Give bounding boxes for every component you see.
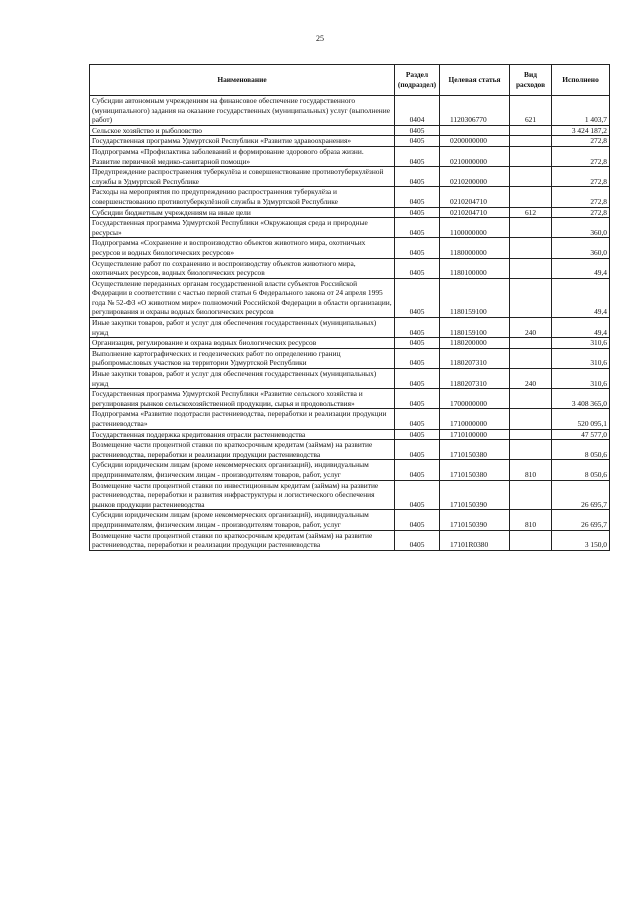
expenditure-table bbox=[89, 64, 610, 551]
cell-section: 0405 bbox=[395, 318, 440, 338]
cell-section: 0405 bbox=[395, 530, 440, 550]
cell-name: Подпрограмма «Развитие подотрасли растениеводства, переработки и реализации продукции растениеводства» bbox=[90, 409, 395, 429]
cell-section: 0405 bbox=[395, 409, 440, 429]
cell-name: Субсидии бюджетным учреждениям на иные цели bbox=[90, 207, 395, 218]
cell-amount: 272,8 bbox=[552, 146, 610, 166]
cell-amount: 49,4 bbox=[552, 318, 610, 338]
cell-type: 240 bbox=[510, 318, 552, 338]
cell-type bbox=[510, 348, 552, 368]
cell-type bbox=[510, 530, 552, 550]
cell-section: 0404 bbox=[395, 96, 440, 126]
table-row bbox=[90, 187, 610, 207]
cell-article: 1180159100 bbox=[440, 318, 510, 338]
cell-name: Расходы на мероприятия по предупреждению распространения туберкулёза и совершенствованию противотуберкулёзной службы в Удмуртской Республике bbox=[90, 187, 395, 207]
header-article: Целевая статья bbox=[440, 65, 510, 96]
cell-amount: 8 050,6 bbox=[552, 460, 610, 480]
cell-name: Возмещение части процентной ставки по инвестиционным кредитам (займам) на развитие растениеводства, переработки и развития инфраструктуры и логистического обеспечения рынков продукции растениеводства bbox=[90, 480, 395, 510]
cell-section: 0405 bbox=[395, 338, 440, 349]
cell-name: Государственная программа Удмуртской Республики «Окружающая среда и природные ресурсы» bbox=[90, 218, 395, 238]
cell-name: Осуществление работ по сохранению и воспроизводству объектов животного мира, охотничьих ресурсов, водных биологических ресурсов bbox=[90, 258, 395, 278]
cell-amount: 49,4 bbox=[552, 278, 610, 317]
cell-article: 1700000000 bbox=[440, 389, 510, 409]
cell-article: 1710150380 bbox=[440, 460, 510, 480]
cell-type bbox=[510, 167, 552, 187]
cell-section: 0405 bbox=[395, 429, 440, 440]
table-row bbox=[90, 510, 610, 530]
table-row bbox=[90, 530, 610, 550]
cell-article: 0200000000 bbox=[440, 136, 510, 147]
cell-amount: 310,6 bbox=[552, 369, 610, 389]
header-type: Вид расходов bbox=[510, 65, 552, 96]
cell-name: Возмещение части процентной ставки по краткосрочным кредитам (займам) на развитие растениеводства, переработки и реализации продукции растениеводства bbox=[90, 440, 395, 460]
cell-section: 0405 bbox=[395, 440, 440, 460]
cell-article: 1100000000 bbox=[440, 218, 510, 238]
table-row bbox=[90, 480, 610, 510]
cell-section: 0405 bbox=[395, 510, 440, 530]
cell-amount: 272,8 bbox=[552, 187, 610, 207]
cell-type: 810 bbox=[510, 510, 552, 530]
cell-section: 0405 bbox=[395, 187, 440, 207]
cell-article: 1710000000 bbox=[440, 409, 510, 429]
cell-name: Государственная программа Удмуртской Республики «Развитие здравоохранения» bbox=[90, 136, 395, 147]
cell-name: Подпрограмма «Профилактика заболеваний и формирование здорового образа жизни. Развитие первичной медико-санитарной помощи» bbox=[90, 146, 395, 166]
cell-article: 0210000000 bbox=[440, 146, 510, 166]
cell-name: Возмещение части процентной ставки по краткосрочным кредитам (займам) на развитие растениеводства, переработки и реализации продукции растениеводства bbox=[90, 530, 395, 550]
table-row bbox=[90, 258, 610, 278]
cell-type bbox=[510, 218, 552, 238]
cell-article bbox=[440, 125, 510, 136]
cell-article: 1120306770 bbox=[440, 96, 510, 126]
cell-section: 0405 bbox=[395, 207, 440, 218]
cell-name: Субсидии юридическим лицам (кроме некоммерческих организаций), индивидуальным предпринимателям, физическим лицам - производителям товаров, работ, услуг bbox=[90, 510, 395, 530]
cell-type bbox=[510, 187, 552, 207]
cell-amount: 1 403,7 bbox=[552, 96, 610, 126]
table-row bbox=[90, 389, 610, 409]
cell-section: 0405 bbox=[395, 348, 440, 368]
cell-article: 1180207310 bbox=[440, 369, 510, 389]
cell-section: 0405 bbox=[395, 167, 440, 187]
cell-type bbox=[510, 136, 552, 147]
cell-amount: 26 695,7 bbox=[552, 480, 610, 510]
table-row bbox=[90, 409, 610, 429]
table-row bbox=[90, 238, 610, 258]
cell-type: 810 bbox=[510, 460, 552, 480]
cell-amount: 3 408 365,0 bbox=[552, 389, 610, 409]
cell-type bbox=[510, 258, 552, 278]
table-row bbox=[90, 136, 610, 147]
cell-section: 0405 bbox=[395, 389, 440, 409]
cell-article: 0210204710 bbox=[440, 187, 510, 207]
table-row bbox=[90, 96, 610, 126]
cell-amount: 360,0 bbox=[552, 218, 610, 238]
cell-type bbox=[510, 146, 552, 166]
table-row bbox=[90, 207, 610, 218]
cell-name: Субсидии автономным учреждениям на финансовое обеспечение государственного (муниципального) задания на оказание государственных (муниципальных) услуг (выполнение работ) bbox=[90, 96, 395, 126]
cell-article: 1180100000 bbox=[440, 258, 510, 278]
cell-amount: 47 577,0 bbox=[552, 429, 610, 440]
cell-section: 0405 bbox=[395, 460, 440, 480]
table-row bbox=[90, 440, 610, 460]
cell-name: Иные закупки товаров, работ и услуг для обеспечения государственных (муниципальных) нужд bbox=[90, 369, 395, 389]
cell-article: 1710100000 bbox=[440, 429, 510, 440]
table-row bbox=[90, 167, 610, 187]
header-name: Наименование bbox=[90, 65, 395, 96]
cell-section: 0405 bbox=[395, 218, 440, 238]
table-row bbox=[90, 348, 610, 368]
table-row bbox=[90, 338, 610, 349]
cell-type bbox=[510, 125, 552, 136]
cell-type bbox=[510, 338, 552, 349]
cell-article: 1180159100 bbox=[440, 278, 510, 317]
cell-amount: 360,0 bbox=[552, 238, 610, 258]
cell-type bbox=[510, 238, 552, 258]
cell-type: 612 bbox=[510, 207, 552, 218]
cell-name: Сельское хозяйство и рыболовство bbox=[90, 125, 395, 136]
table-body bbox=[90, 96, 610, 551]
table-row bbox=[90, 460, 610, 480]
cell-type bbox=[510, 429, 552, 440]
table-row bbox=[90, 146, 610, 166]
cell-article: 1710150390 bbox=[440, 510, 510, 530]
table-row bbox=[90, 318, 610, 338]
cell-name: Организация, регулирование и охрана водных биологических ресурсов bbox=[90, 338, 395, 349]
cell-amount: 3 424 187,2 bbox=[552, 125, 610, 136]
cell-section: 0405 bbox=[395, 136, 440, 147]
cell-amount: 520 095,1 bbox=[552, 409, 610, 429]
cell-section: 0405 bbox=[395, 125, 440, 136]
cell-section: 0405 bbox=[395, 278, 440, 317]
table-row bbox=[90, 278, 610, 317]
cell-amount: 49,4 bbox=[552, 258, 610, 278]
cell-name: Осуществление переданных органам государственной власти субъектов Российской Федерации в соответствии с частью первой статьи 6 Федерального закона от 24 апреля 1995 года № 52-ФЗ «О животном мире» полномочий Российской Федерации в области организации, регулирования и охраны водных биологических ресурсов bbox=[90, 278, 395, 317]
cell-type: 621 bbox=[510, 96, 552, 126]
cell-article: 1710150390 bbox=[440, 480, 510, 510]
table-header-row bbox=[90, 65, 610, 96]
cell-name: Выполнение картографических и геодезических работ по определению границ рыбопромысловых участков на территории Удмуртской Республики bbox=[90, 348, 395, 368]
cell-article: 1180207310 bbox=[440, 348, 510, 368]
cell-amount: 310,6 bbox=[552, 338, 610, 349]
cell-type bbox=[510, 440, 552, 460]
cell-section: 0405 bbox=[395, 146, 440, 166]
cell-section: 0405 bbox=[395, 369, 440, 389]
cell-type: 240 bbox=[510, 369, 552, 389]
cell-name: Субсидии юридическим лицам (кроме некоммерческих организаций), индивидуальным предпринимателям, физическим лицам - производителям товаров, работ, услуг bbox=[90, 460, 395, 480]
cell-type bbox=[510, 409, 552, 429]
cell-amount: 8 050,6 bbox=[552, 440, 610, 460]
cell-amount: 310,6 bbox=[552, 348, 610, 368]
cell-article: 0210200000 bbox=[440, 167, 510, 187]
cell-amount: 26 695,7 bbox=[552, 510, 610, 530]
page-number: 25 bbox=[316, 34, 324, 43]
cell-article: 1180200000 bbox=[440, 338, 510, 349]
cell-name: Предупреждение распространения туберкулёза и совершенствование противотуберкулёзной службы в Удмуртской Республике bbox=[90, 167, 395, 187]
header-section: Раздел (подраздел) bbox=[395, 65, 440, 96]
cell-article: 0210204710 bbox=[440, 207, 510, 218]
cell-name: Иные закупки товаров, работ и услуг для обеспечения государственных (муниципальных) нужд bbox=[90, 318, 395, 338]
cell-amount: 272,8 bbox=[552, 136, 610, 147]
cell-type bbox=[510, 278, 552, 317]
header-amount: Исполнено bbox=[552, 65, 610, 96]
cell-section: 0405 bbox=[395, 480, 440, 510]
table-row bbox=[90, 429, 610, 440]
cell-section: 0405 bbox=[395, 238, 440, 258]
cell-article: 1710150380 bbox=[440, 440, 510, 460]
table-row bbox=[90, 369, 610, 389]
cell-amount: 272,8 bbox=[552, 167, 610, 187]
cell-article: 17101R0380 bbox=[440, 530, 510, 550]
cell-name: Государственная программа Удмуртской Республики «Развитие сельского хозяйства и регулирования рынков сельскохозяйственной продукции, сырья и продовольствия» bbox=[90, 389, 395, 409]
cell-type bbox=[510, 389, 552, 409]
table-row bbox=[90, 125, 610, 136]
cell-type bbox=[510, 480, 552, 510]
cell-article: 1180000000 bbox=[440, 238, 510, 258]
cell-section: 0405 bbox=[395, 258, 440, 278]
cell-amount: 3 150,0 bbox=[552, 530, 610, 550]
cell-name: Подпрограмма «Сохранение и воспроизводство объектов животного мира, охотничьих ресурсов и водных биологических ресурсов» bbox=[90, 238, 395, 258]
cell-name: Государственная поддержка кредитования отрасли растениеводства bbox=[90, 429, 395, 440]
table-row bbox=[90, 218, 610, 238]
cell-amount: 272,8 bbox=[552, 207, 610, 218]
